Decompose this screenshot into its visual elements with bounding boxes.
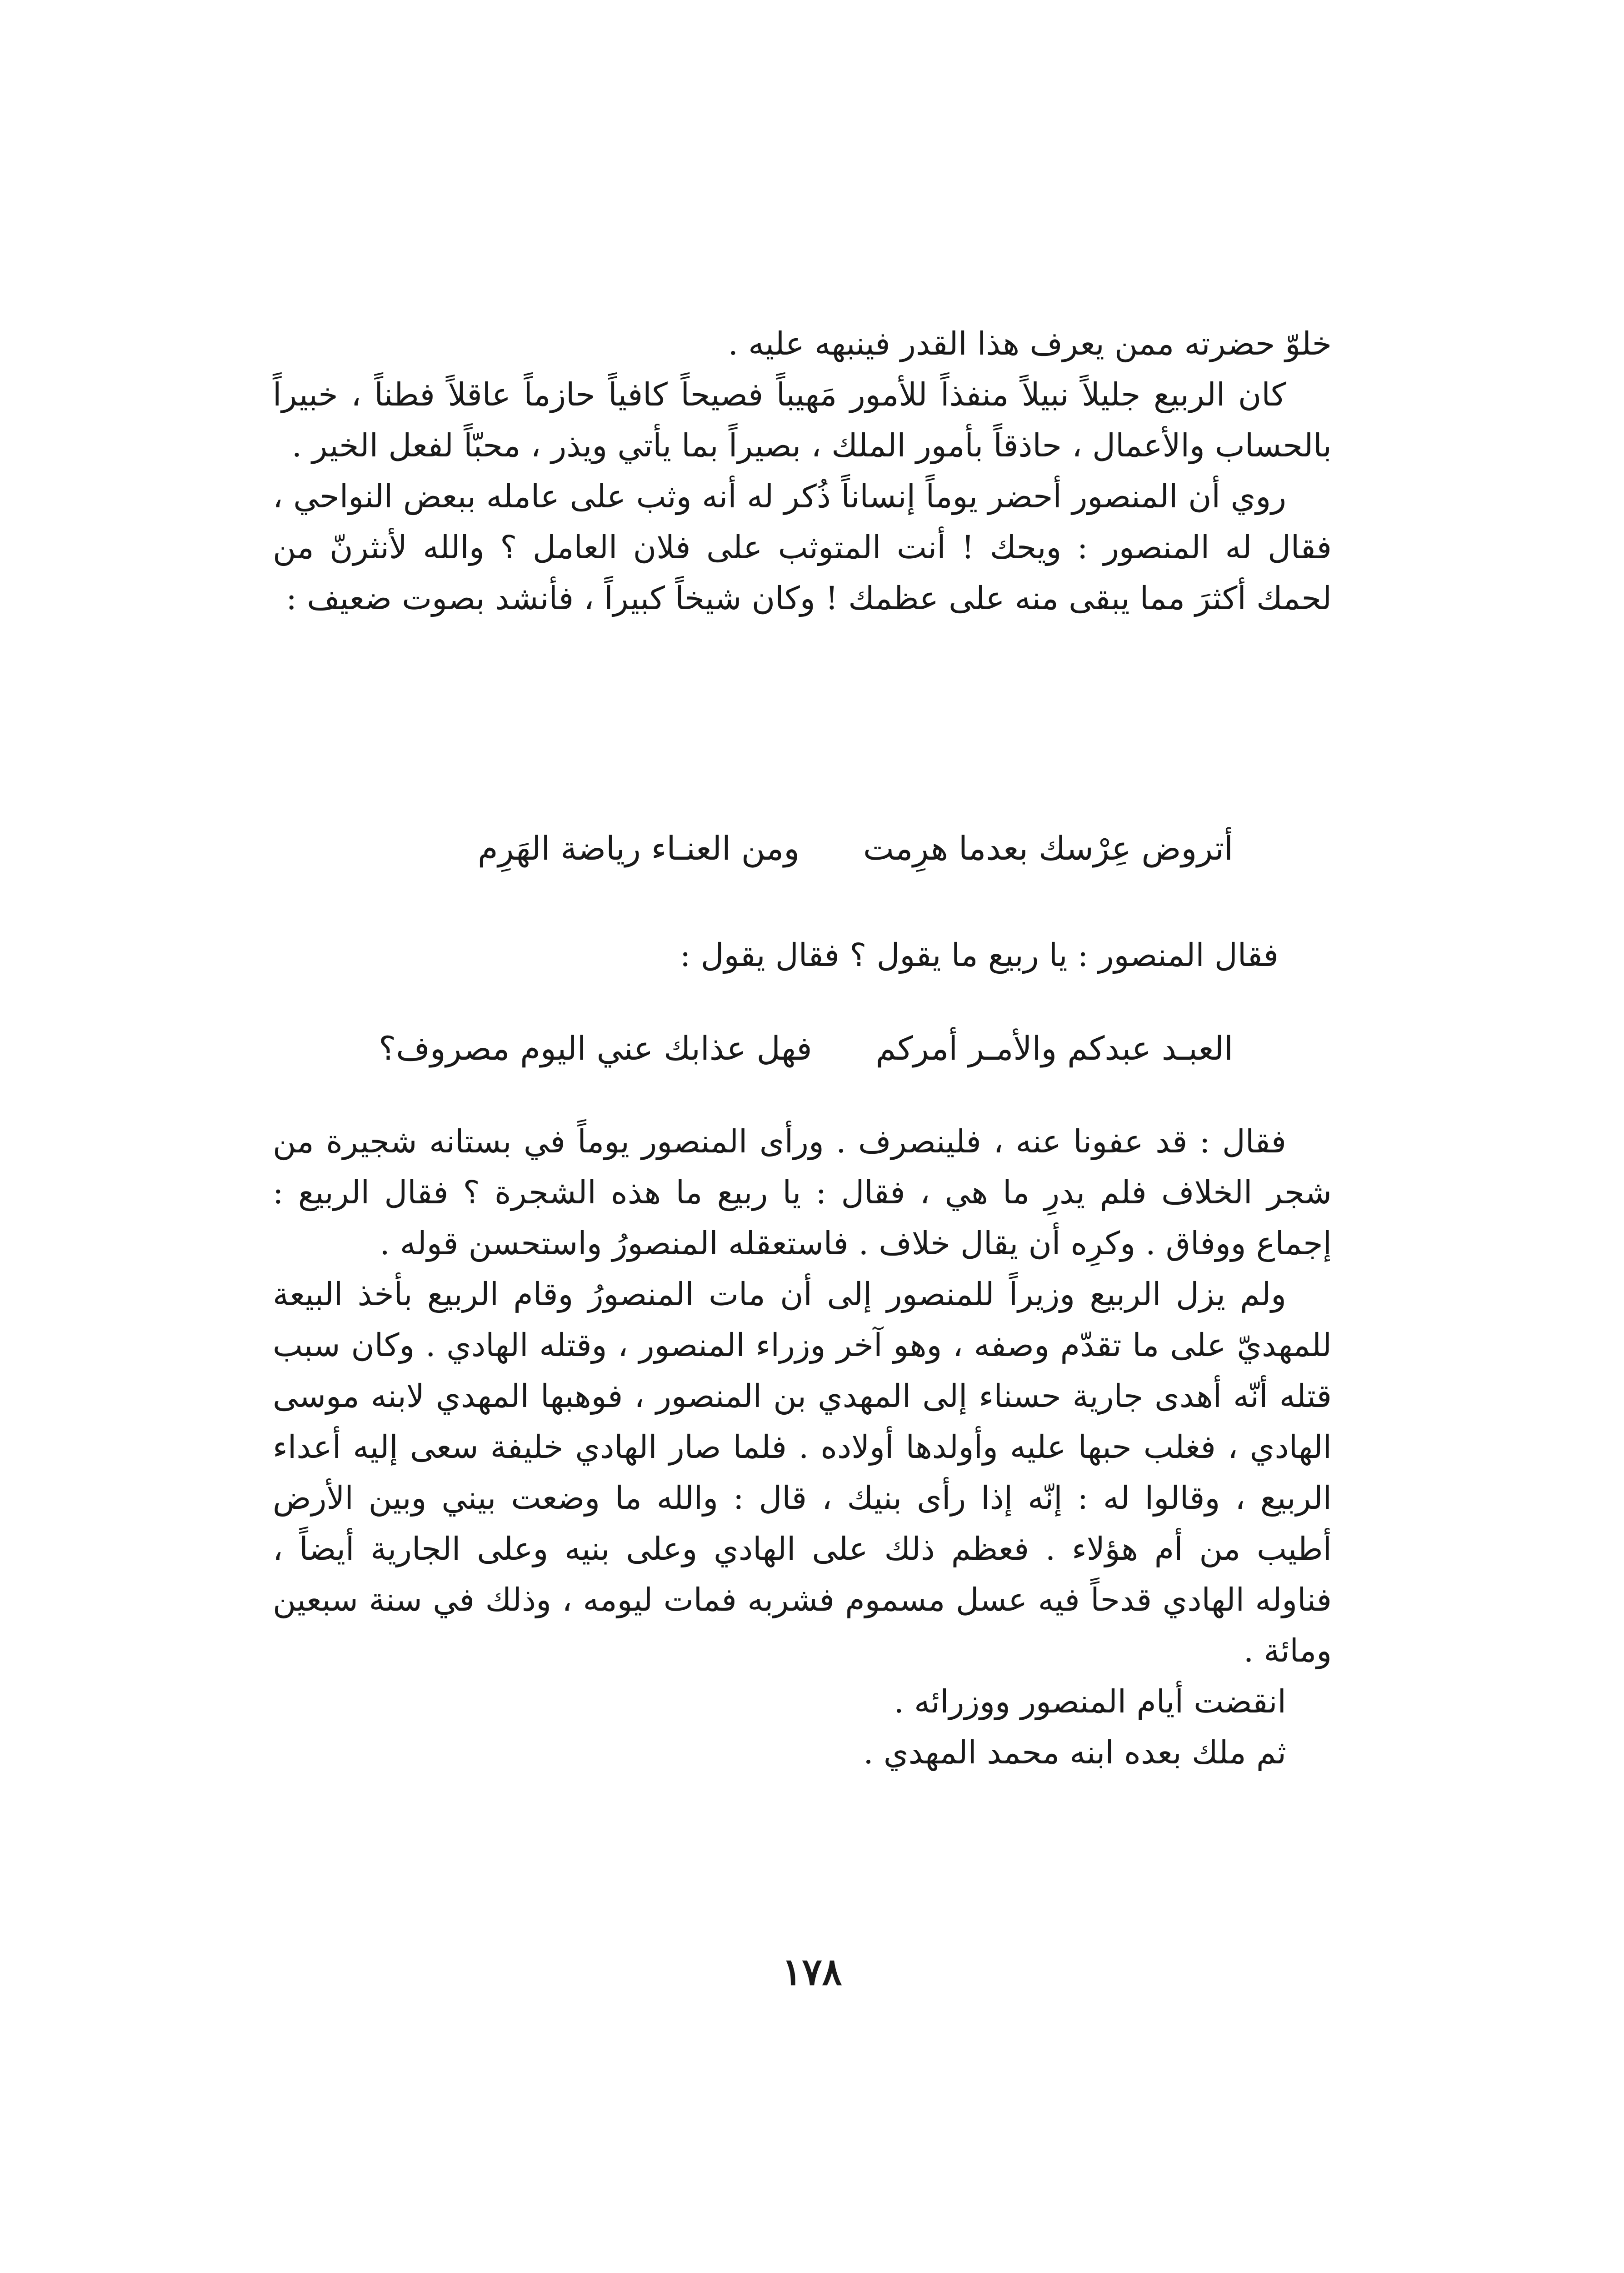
verse-2-second-hemistich: فهل عذابك عني اليوم مصروف؟ xyxy=(379,1029,812,1067)
mansur-question-line: فقال المنصور : يا ربيع ما يقول ؟ فقال يقول : xyxy=(680,936,1279,974)
verse-line-1 xyxy=(478,823,1233,874)
paragraph-end-of-reign: انقضت أيام المنصور ووزرائه . xyxy=(894,1683,1286,1720)
paragraph-rabi-description: كان الربيع جليلاً نبيلاً منفذاً للأمور مَهيباً فصيحاً كافياً حازماً عاقلاً فطناً ، خبيراً بالحساب والأعمال ، حاذقاً بأمور الملك ، بصيراً بما يأتي ويذر ، محبّاً لفعل الخير . xyxy=(273,376,1332,464)
paragraph-rabi-death: ولم يزل الربيع وزيراً للمنصور إلى أن مات المنصورُ وقام الربيع بأخذ البيعة للمهديّ على ما تقدّم وصفه ، وهو آخر وزراء المنصور ، وقتله الهادي . وكان سبب قتله أنّه أهدى جارية حسناء إلى المهدي بن المنصور ، فوهبها المهدي لابنه موسى الهادي ، فغلب حبها عليه وأولدها أولاده . فلما صار الهادي خليفة سعى إليه أعداء الربيع ، وقالوا له : إنّه إذا رأى بنيك ، قال : والله ما وضعت بيني وبين الأرض أطيب من أم هؤلاء . فعظم ذلك على الهادي وعلى بنيه وعلى الجارية أيضاً ، فناوله الهادي قدحاً فيه عسل مسموم فشربه فمات ليومه ، وذلك في سنة سبعين ومائة . xyxy=(273,1276,1332,1669)
paragraph-continuation: خلوّ حضرته ممن يعرف هذا القدر فينبهه عليه . xyxy=(728,325,1332,362)
verse-1-second-hemistich: ومن العنـاء رياضة الهَرِم xyxy=(478,829,800,867)
paragraph-tree-story: فقال : قد عفونا عنه ، فلينصرف . ورأى المنصور يوماً في بستانه شجيرة من شجر الخلاف فلم يدرِ ما هي ، فقال : يا ربيع ما هذه الشجرة ؟ فقال الربيع : إجماع ووفاق . وكرِه أن يقال خلاف . فاستعقله المنصورُ واستحسن قوله . xyxy=(273,1123,1332,1262)
paragraph-mansur-story: روي أن المنصور أحضر يوماً إنساناً ذُكر له أنه وثب على عامله ببعض النواحي ، فقال له المنصور : ويحك ! أنت المتوثب على فلان العامل ؟ والله لأنثرنّ من لحمك أكثرَ مما يبقى منه على عظمك ! وكان شيخاً كبيراً ، فأنشد بصوت ضعيف : xyxy=(273,478,1332,617)
page-number: ١٧٨ xyxy=(782,1950,842,1994)
text-block-bottom xyxy=(273,1116,1332,1778)
verse-line-2 xyxy=(379,1023,1233,1074)
text-block-top xyxy=(273,318,1332,624)
verse-2-first-hemistich: العبـد عبدكم والأمـر أمركم xyxy=(875,1029,1233,1067)
verse-1-first-hemistich: أتروض عِرْسك بعدما هرِمت xyxy=(863,829,1233,867)
paragraph-next-ruler: ثم ملك بعده ابنه محمد المهدي . xyxy=(863,1734,1286,1771)
